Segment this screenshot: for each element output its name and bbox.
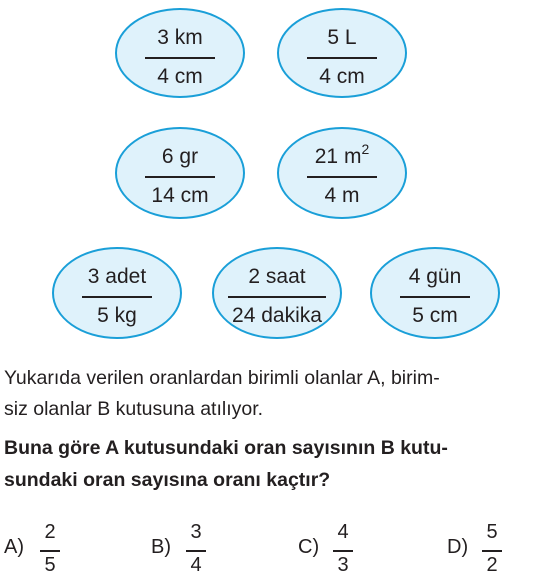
fraction-bar — [40, 550, 60, 552]
ratio-numerator: 4 gün — [408, 265, 462, 288]
option-numerator: 5 — [486, 521, 498, 543]
ratio-numerator — [279, 141, 405, 169]
option-numerator: 4 — [337, 521, 349, 543]
option-letter: B) — [151, 536, 171, 558]
ratio-denominator: 24 dakika — [232, 304, 322, 327]
ratio-denominator: 4 cm — [319, 65, 365, 88]
fraction-bar — [145, 176, 215, 178]
ratio-bubble-5 — [52, 247, 182, 339]
fraction-bar — [82, 296, 152, 298]
ratio-bubble-7 — [370, 247, 500, 339]
fraction-bar — [400, 296, 470, 298]
fraction-bar — [145, 57, 215, 59]
fraction-bar — [482, 550, 502, 552]
question-line-2: siz olanlar B kutusuna atılıyor. — [4, 398, 264, 420]
option-b[interactable] — [151, 520, 221, 580]
option-numerator: 3 — [190, 521, 202, 543]
option-a[interactable] — [4, 520, 74, 580]
option-d[interactable] — [447, 520, 517, 580]
fraction-bar — [186, 550, 206, 552]
question-line-1: Yukarıda verilen oranlardan birimli olanlar A, birim- — [4, 367, 440, 389]
option-letter: D) — [447, 536, 469, 558]
question-prompt-line-2: sundaki oran sayısına oranı kaçtır? — [4, 469, 331, 491]
fraction-bar — [228, 296, 326, 298]
ratio-numerator: 5 L — [327, 26, 357, 49]
ratio-bubble-6 — [212, 247, 342, 339]
option-denominator: 5 — [44, 554, 56, 576]
ratio-denominator: 4 cm — [157, 65, 203, 88]
ratio-numerator: 3 adet — [87, 265, 147, 288]
fraction-bar — [307, 57, 377, 59]
option-c[interactable] — [298, 520, 368, 580]
option-denominator: 4 — [190, 554, 202, 576]
ratio-bubble-3 — [115, 127, 245, 219]
ratio-bubble-2 — [277, 8, 407, 98]
ratio-bubble-4 — [277, 127, 407, 219]
ratio-numerator: 2 saat — [248, 265, 306, 288]
ratio-numerator: 6 gr — [161, 145, 199, 168]
ratio-denominator: 14 cm — [151, 184, 209, 207]
ratio-bubble-1 — [115, 8, 245, 98]
ratio-numerator-base: 21 m — [314, 145, 362, 168]
ratio-numerator-exponent: 2 — [361, 141, 370, 157]
option-letter: C) — [298, 536, 320, 558]
question-prompt-line-1: Buna göre A kutusundaki oran sayısının B kutu- — [4, 437, 448, 459]
ratio-denominator: 5 kg — [97, 304, 137, 327]
fraction-bar — [333, 550, 353, 552]
ratio-denominator: 5 cm — [412, 304, 458, 327]
ratio-numerator: 3 km — [157, 26, 203, 49]
option-denominator: 2 — [486, 554, 498, 576]
ratio-denominator: 4 m — [324, 184, 360, 207]
option-numerator: 2 — [44, 521, 56, 543]
option-denominator: 3 — [337, 554, 349, 576]
fraction-bar — [307, 176, 377, 178]
option-letter: A) — [4, 536, 24, 558]
